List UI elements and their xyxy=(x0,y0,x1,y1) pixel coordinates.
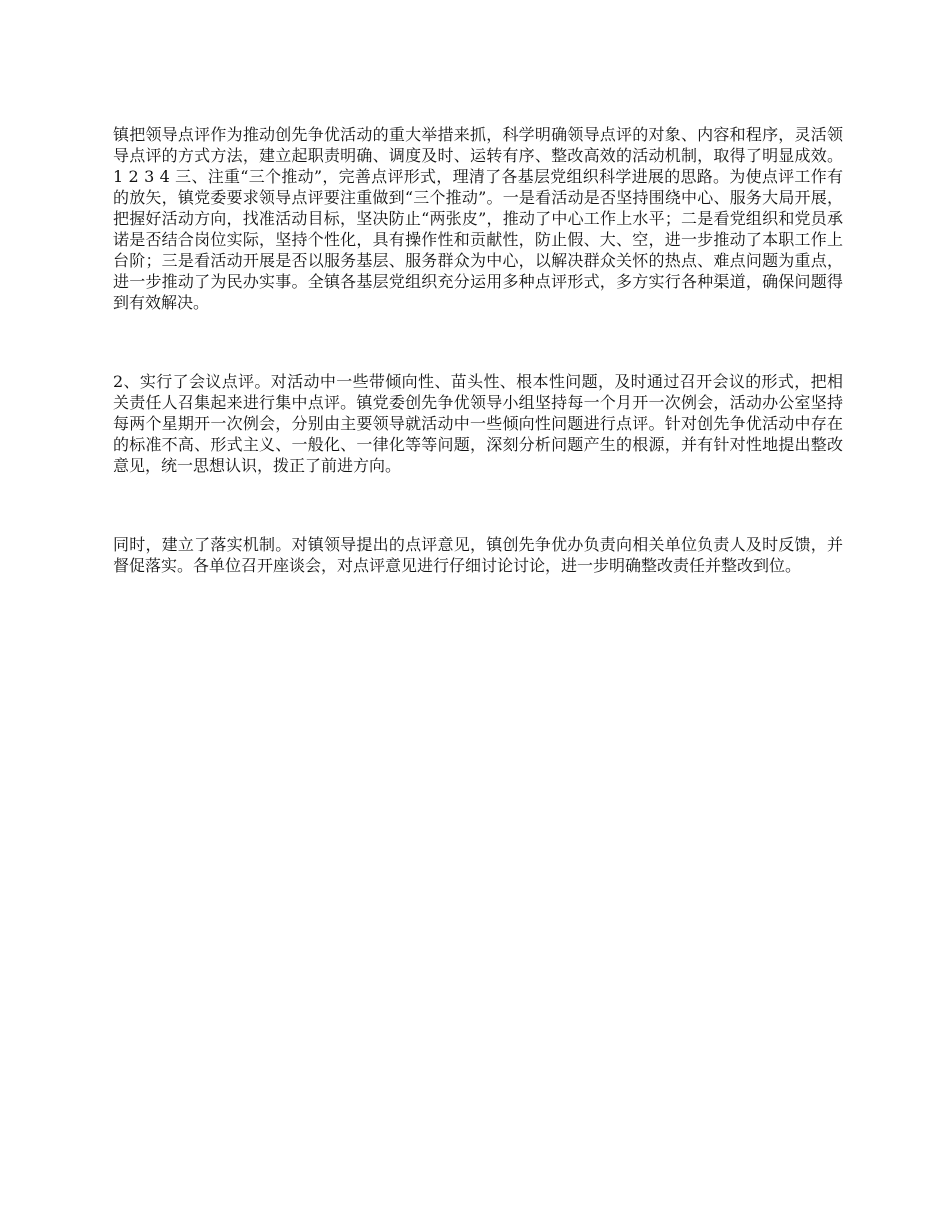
paragraph-1: 镇把领导点评作为推动创先争优活动的重大举措来抓，科学明确领导点评的对象、内容和程序，灵活领导点评的方式方法，建立起职责明确、调度及时、运转有序、整改高效的活动机制，取得了明显成效。1 2 3 4 三、注重“三个推动”，完善点评形式，理清了各基层党组织科学进展的思路。为使点评工作有的放矢，镇党委要求领导点评要注重做到“三个推动”。一是看活动是否坚持围绕中心、服务大局开展，把握好活动方向，找准活动目标，坚决防止“两张皮”，推动了中心工作上水平；二是看党组织和党员承诺是否结合岗位实际，坚持个性化，具有操作性和贡献性，防止假、大、空，进一步推动了本职工作上台阶；三是看活动开展是否以服务基层、服务群众为中心，以解决群众关怀的热点、难点问题为重点，进一步推动了为民办实事。全镇各基层党组织充分运用多种点评形式，多方实行各种渠道，确保问题得到有效解决。 xyxy=(113,125,843,312)
paragraph-3: 同时，建立了落实机制。对镇领导提出的点评意见，镇创先争优办负责向相关单位负责人及时反馈，并督促落实。各单位召开座谈会，对点评意见进行仔细讨论讨论，进一步明确整改责任并整改到位。 xyxy=(113,535,843,575)
paragraph-2: 2、实行了会议点评。对活动中一些带倾向性、苗头性、根本性问题，及时通过召开会议的形式，把相关责任人召集起来进行集中点评。镇党委创先争优领导小组坚持每一个月开一次例会，活动办公室坚持每两个星期开一次例会，分别由主要领导就活动中一些倾向性问题进行点评。针对创先争优活动中存在的标准不高、形式主义、一般化、一律化等等问题，深刻分析问题产生的根源，并有针对性地提出整改意见，统一思想认识，拨正了前进方向。 xyxy=(113,372,843,475)
document-body xyxy=(113,124,843,576)
